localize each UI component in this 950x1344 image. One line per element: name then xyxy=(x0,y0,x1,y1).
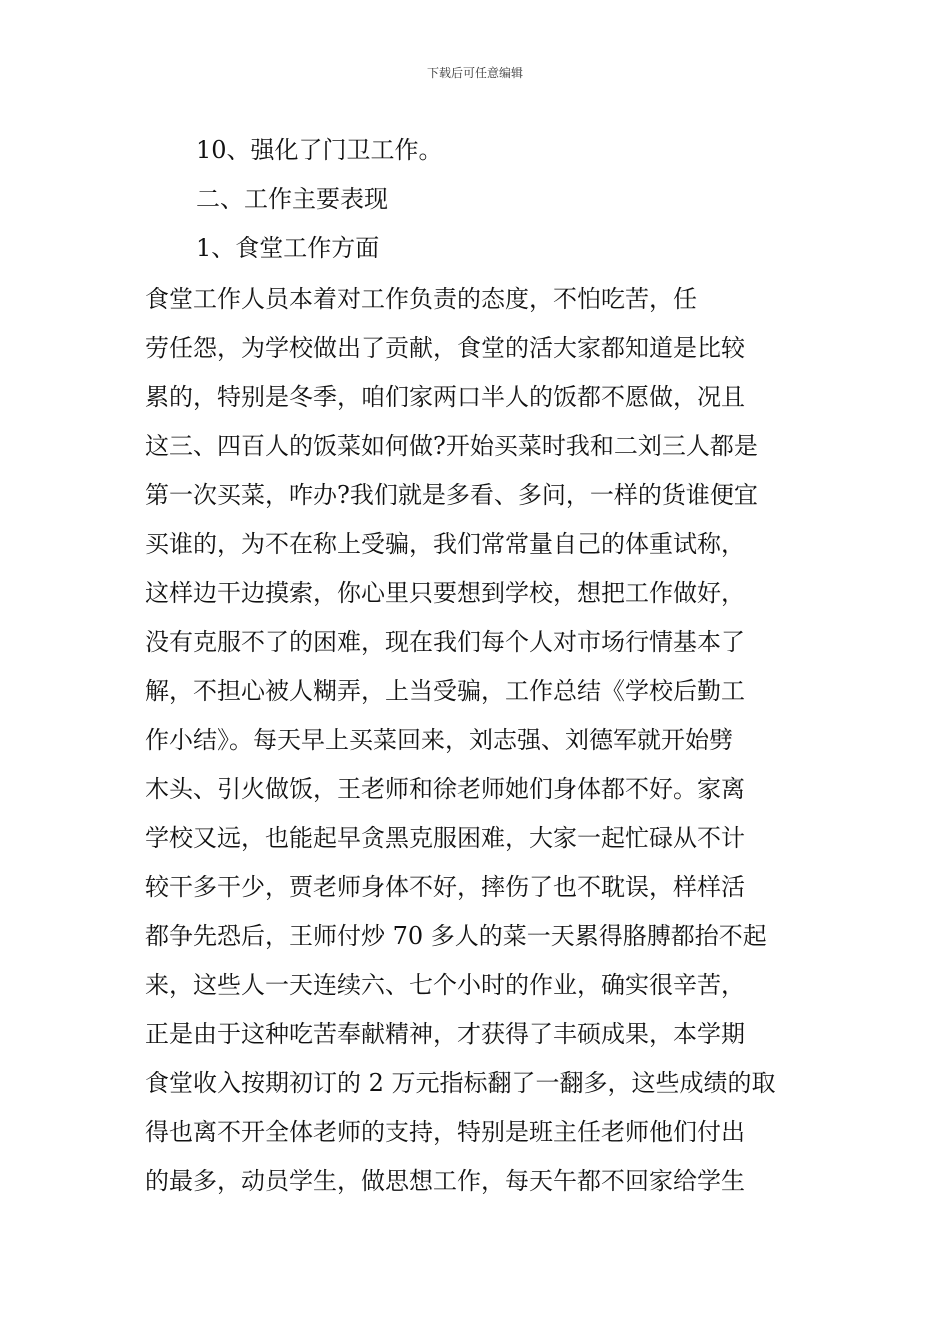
paragraph-line: 买谁的，为不在称上受骗，我们常常量自己的体重试称， xyxy=(145,530,745,558)
paragraph-line: 第一次买菜，咋办?我们就是多看、多问，一样的货谁便宜 xyxy=(145,481,758,509)
paragraph-line: 木头、引火做饭，王老师和徐老师她们身体都不好。家离 xyxy=(145,775,745,803)
paragraph-line: 这样边干边摸索，你心里只要想到学校，想把工作做好， xyxy=(145,579,745,607)
paragraph-line: 累的，特别是冬季，咱们家两口半人的饭都不愿做，况且 xyxy=(145,383,745,411)
paragraph-line: 解，不担心被人糊弄，上当受骗，工作总结《学校后勤工 xyxy=(145,677,745,705)
paragraph-line: 得也离不开全体老师的支持，特别是班主任老师他们付出 xyxy=(145,1118,745,1146)
paragraph-line: 的最多，动员学生，做思想工作，每天午都不回家给学生 xyxy=(145,1167,745,1195)
paragraph-line: 食堂收入按期初订的 2 万元指标翻了一翻多，这些成绩的取 xyxy=(145,1069,776,1097)
paragraph-line: 都争先恐后，王师付炒 70 多人的菜一天累得胳膊都抬不起 xyxy=(145,922,767,950)
paragraph-line: 正是由于这种吃苦奉献精神，才获得了丰硕成果，本学期 xyxy=(145,1020,745,1048)
paragraph-line: 食堂工作人员本着对工作负责的态度，不怕吃苦，任 xyxy=(145,285,697,313)
paragraph-line: 作小结》。每天早上买菜回来，刘志强、刘德军就开始劈 xyxy=(145,726,733,754)
paragraph-line: 学校又远，也能起早贪黑克服困难，大家一起忙碌从不计 xyxy=(145,824,745,852)
subsection-heading-1: 1、食堂工作方面 xyxy=(196,234,380,262)
section-heading-2: 二、工作主要表现 xyxy=(196,185,388,213)
paragraph-line: 劳任怨，为学校做出了贡献，食堂的活大家都知道是比较 xyxy=(145,334,745,362)
page-header: 下载后可任意编辑 xyxy=(426,66,523,80)
paragraph-line: 这三、四百人的饭菜如何做?开始买菜时我和二刘三人都是 xyxy=(145,432,758,460)
heading-item-10: 10、强化了门卫工作。 xyxy=(196,136,443,164)
paragraph-line: 来，这些人一天连续六、七个小时的作业，确实很辛苦， xyxy=(145,971,745,999)
paragraph-line: 没有克服不了的困难，现在我们每个人对市场行情基本了 xyxy=(145,628,745,656)
paragraph-line: 较干多干少，贾老师身体不好，摔伤了也不耽误，样样活 xyxy=(145,873,745,901)
